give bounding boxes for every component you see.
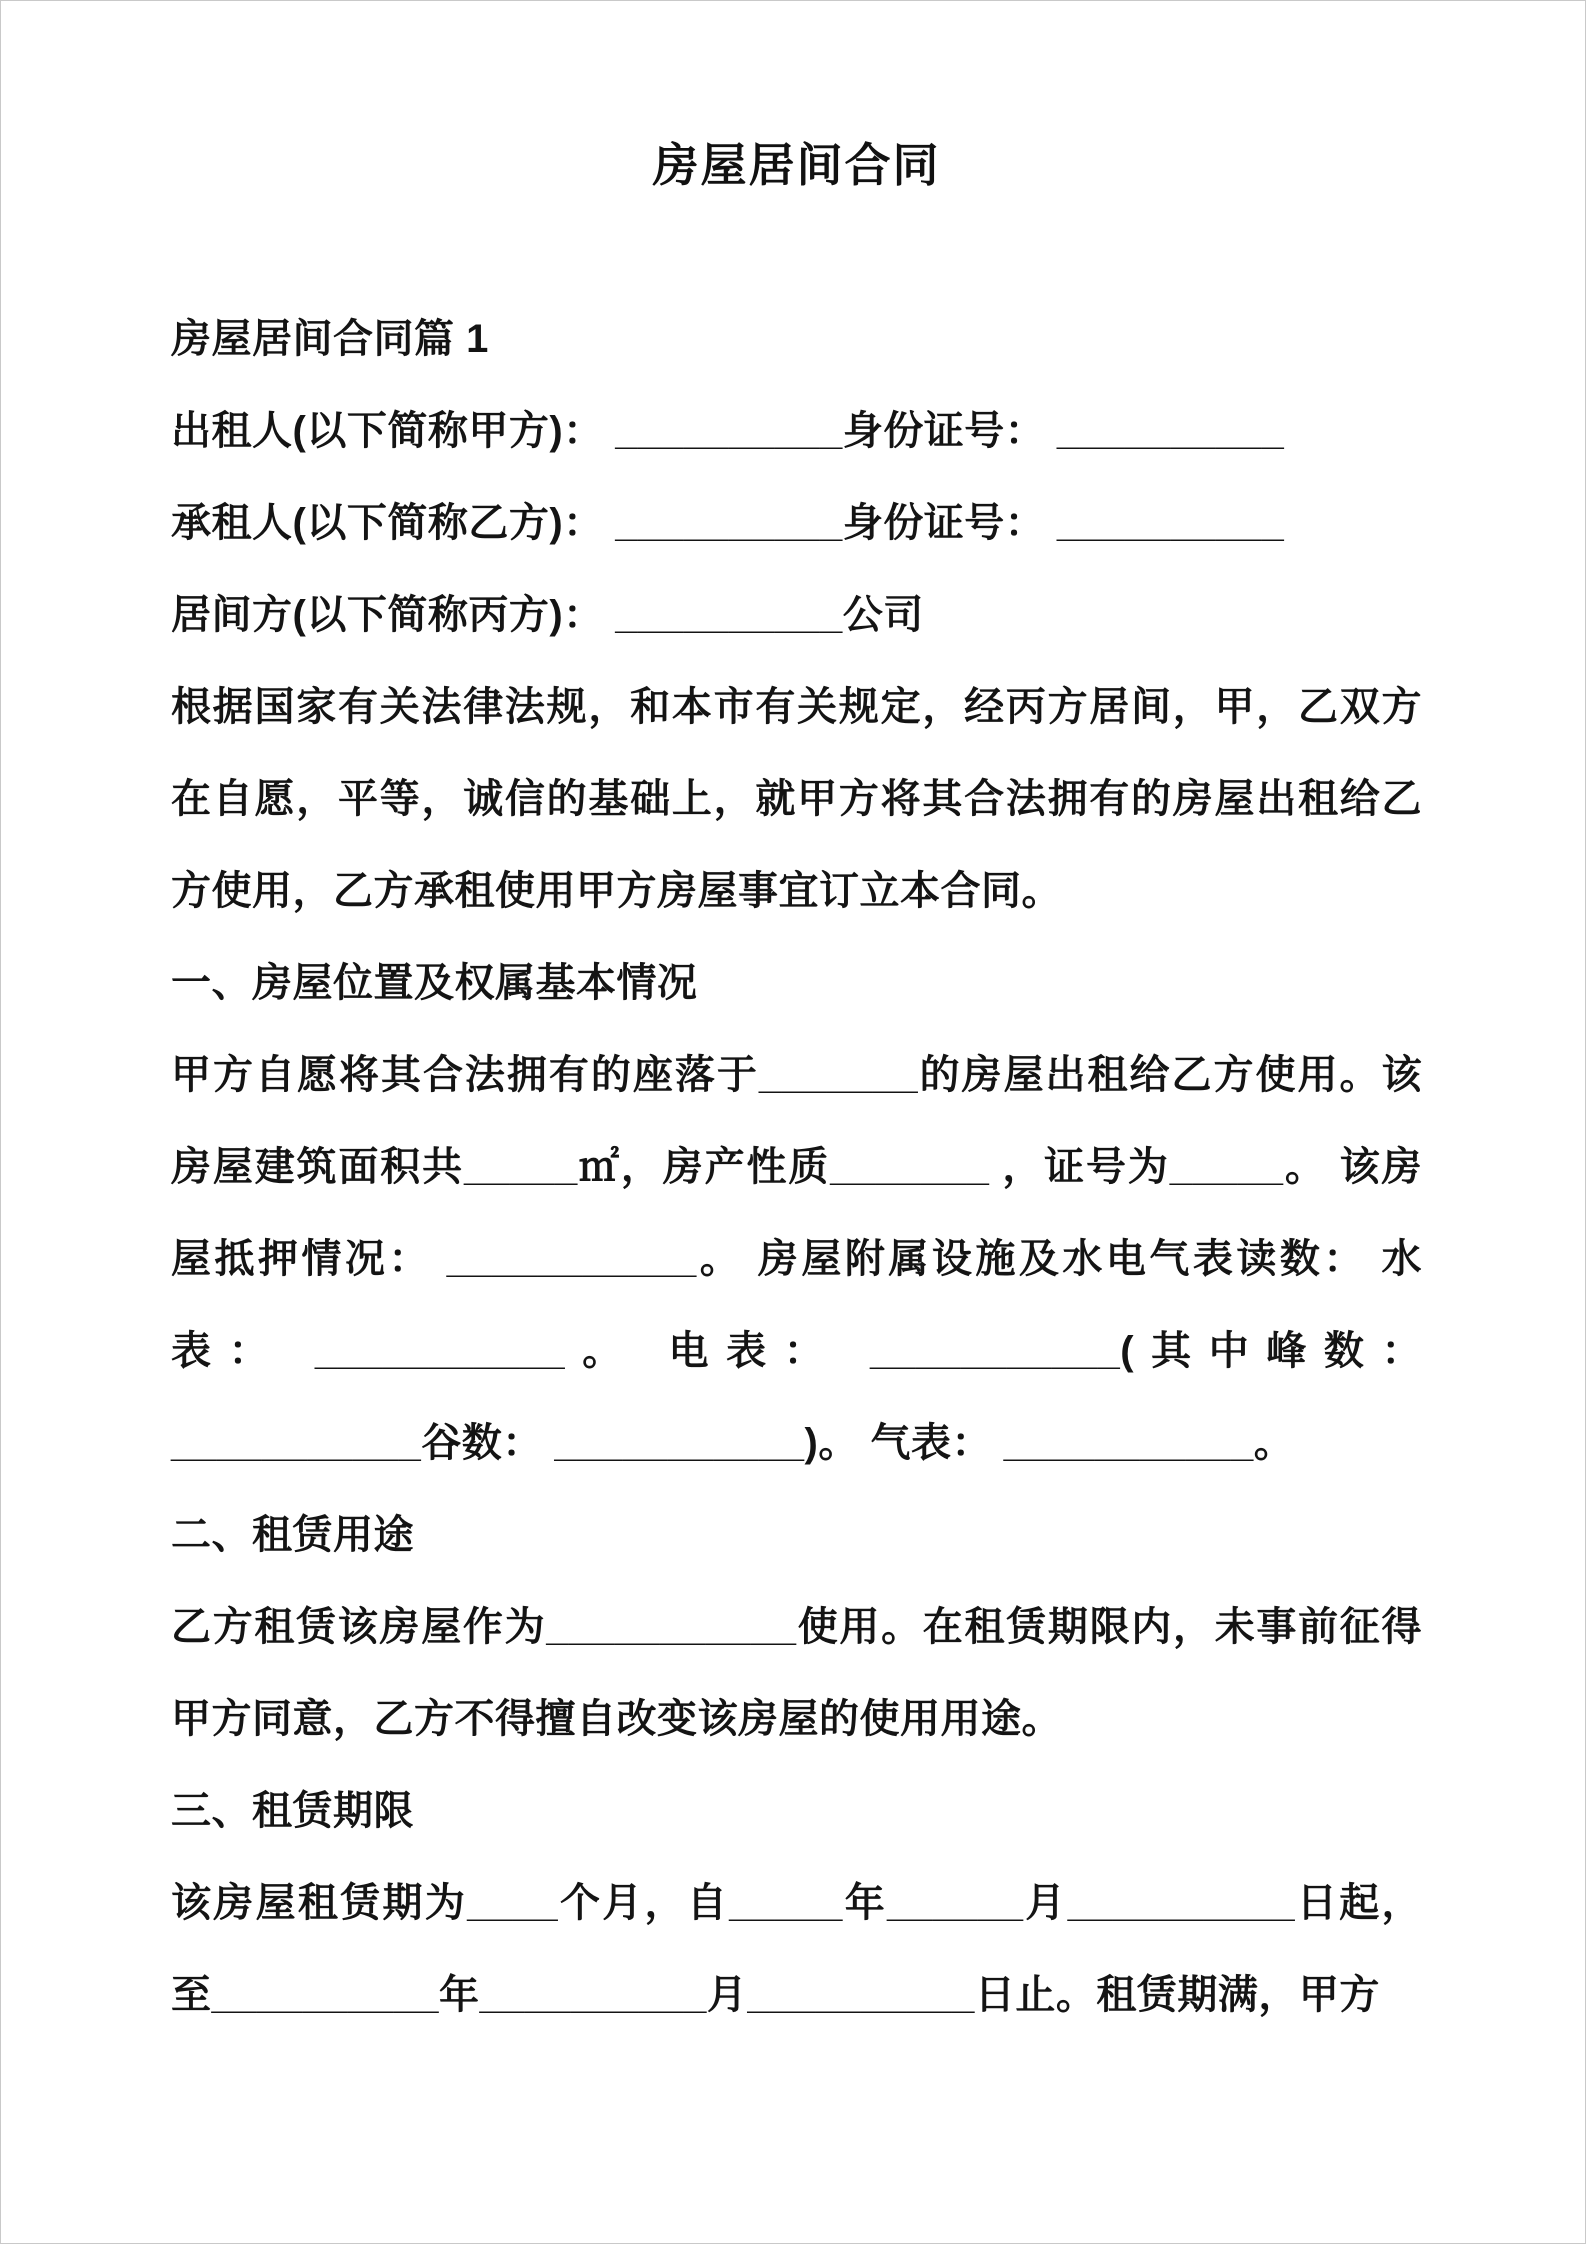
document-subtitle: 房屋居间合同篇 1 — [171, 317, 489, 361]
section-heading-house-location: 一、房屋位置及权属基本情况 — [171, 961, 698, 1005]
section-heading-lease-term: 三、租赁期限 — [171, 1789, 414, 1833]
lessee-fill-line: 承租人(以下简称乙方)： __________身份证号： __________ — [171, 501, 1285, 545]
section-heading-lease-purpose: 二、租赁用途 — [171, 1513, 414, 1557]
lessor-fill-line: 出租人(以下简称甲方)： __________身份证号： __________ — [171, 409, 1285, 453]
preamble-paragraph: 根据国家有关法律法规，和本市有关规定，经丙方居间，甲，乙双方在自愿，平等，诚信的基础上，就甲方将其合法拥有的房屋出租给乙方使用，乙方承租使用甲方房屋事宜订立本合同。 — [171, 685, 1422, 913]
document-body — [171, 293, 1422, 2041]
document-title: 房屋居间合同 — [652, 139, 941, 191]
section-paragraph-lease-purpose: 乙方租赁该房屋作为___________使用。在租赁期限内，未事前征得甲方同意，乙方不得擅自改变该房屋的使用用途。 — [171, 1605, 1422, 1741]
section-paragraph-lease-term: 该房屋租赁期为____个月，自_____年______月__________日起，至__________年__________月__________日止。租赁期满，甲方 — [171, 1881, 1422, 2017]
section-paragraph-house-location: 甲方自愿将其合法拥有的座落于_______的房屋出租给乙方使用。该房屋建筑面积共_____㎡，房产性质_______ ，证号为_____。 该房屋抵押情况： ___________。 房屋附属设施及水电气表读数： 水表： ___________。 电表： ___________(其中峰数： ___________谷数： ___________)。 气表： ___________。 — [171, 1053, 1422, 1465]
agent-fill-line: 居间方(以下简称丙方)： __________公司 — [171, 593, 924, 637]
